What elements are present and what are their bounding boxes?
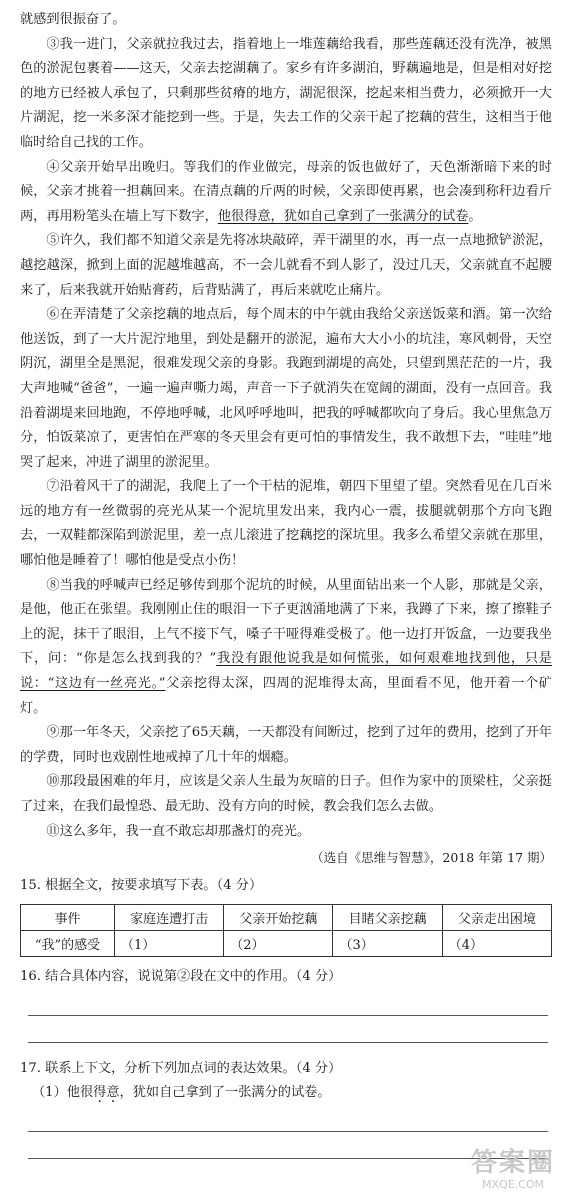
watermark-url: MXQE.COM bbox=[482, 1178, 544, 1191]
table-cell-answer[interactable]: （1） bbox=[114, 931, 223, 957]
table-header-cell: 目睹父亲挖藕 bbox=[333, 905, 442, 931]
document-page bbox=[20, 8, 552, 1159]
table-header-cell: 事件 bbox=[21, 905, 115, 931]
underlined-sentence-2: 我没有跟他说我是如何慌张，如何艰难地找到他，只是说：“这边有一丝亮光。” bbox=[20, 651, 552, 692]
paragraph-9: ⑨那一年冬天，父亲挖了65天藕，一天都没有间断过，挖到了过年的费用，挖到了开年的学费，同时也戏剧性地戒掉了几十年的烟瘾。 bbox=[20, 725, 552, 765]
dotted-char: 得 bbox=[93, 1085, 107, 1101]
question-17: 17. 联系上下文，分析下列加点词的表达效果。（4 分） bbox=[20, 1061, 342, 1077]
answer-line[interactable] bbox=[28, 1105, 548, 1132]
underlined-sentence-1: 他很得意，犹如自己拿到了一张满分的试卷 bbox=[217, 208, 469, 224]
dotted-char: 意 bbox=[106, 1085, 120, 1101]
source-citation: （选自《思维与智慧》，2018 年第 17 期） bbox=[311, 850, 552, 866]
table-header-cell: 父亲开始挖藕 bbox=[224, 905, 333, 931]
paragraph-4-text: ④父亲开始早出晚归。等我们的作业做完，母亲的饭也做好了，天色渐渐暗下来的时候，父亲才挑着一担藕回来。在清点藕的斤两的时候，父亲即使再累，也会凑到称秆边看斤两，再用粉笔头在墙上写下数字， bbox=[20, 159, 552, 224]
table-cell-answer[interactable]: （2） bbox=[224, 931, 333, 957]
paragraph-7: ⑦沿着风干了的湖泥，我爬上了一个干枯的泥堆，朝四下里望了望。突然看见在几百米远的地方有一丝微弱的亮光从某一个泥坑里发出来，我内心一震，拔腿就朝那个方向飞跑去，一双鞋都深陷到淤泥里，差一点儿滚进了挖藕挖的深坑里。我多么希望父亲就在那里，哪怕他是睡着了！哪怕他是受点小伤！ bbox=[20, 479, 552, 569]
paragraph-4-end: 。 bbox=[468, 208, 482, 224]
table-cell-answer[interactable]: （4） bbox=[442, 931, 551, 957]
answer-line[interactable] bbox=[28, 989, 548, 1016]
table-cell: “我”的感受 bbox=[21, 931, 115, 957]
paragraph-8-end: 父亲挖得太深，四周的泥堆得太高，里面看不见，他开着一个矿灯。 bbox=[20, 676, 552, 716]
table-row bbox=[21, 931, 552, 957]
answer-line[interactable] bbox=[28, 1016, 548, 1043]
table-cell-answer[interactable]: （3） bbox=[333, 931, 442, 957]
table-header-cell: 父亲走出困境 bbox=[442, 905, 551, 931]
table-header-row bbox=[21, 905, 552, 931]
paragraph-4 bbox=[20, 156, 552, 230]
paragraph-5: ⑤许久，我们都不知道父亲是先将冰块敲碎，弄干湖里的水，再一点一点地掀铲淤泥，越挖越深，掀到上面的泥越堆越高，不一会儿就看不到人影了，没过几天，父亲就直不起腰来了，后来我就开始贴膏药，后背贴满了，再后来就吃止痛片。 bbox=[20, 233, 552, 298]
watermark-logo bbox=[468, 1148, 558, 1194]
question-16: 16. 结合具体内容，说说第②段在文中的作用。（4 分） bbox=[20, 969, 342, 985]
paragraph-3: ③我一进门，父亲就拉我过去，指着地上一堆莲藕给我看，那些莲藕还没有洗净，被黑色的淤泥包裹着——这天，父亲去挖湖藕了。家乡有许多湖泊，野藕遍地是，但是相对好挖的地方已经被人承包了，只剩那些贫瘠的地方，湖泥很深，挖起来相当费力，必须掀开一大片湖泥，挖一米多深才能挖到一些。于是，失去工作的父亲干起了挖藕的营生，这相当于他临时给自己找的工作。 bbox=[20, 36, 552, 150]
paragraph-6: ⑥在弄清楚了父亲挖藕的地点后，每个周末的中午就由我给父亲送饭菜和酒。第一次给他送饭，到了一大片泥泞地里，到处是翻开的淤泥，遍布大大小小的坑洼，寒风刺骨，天空阴沉，湖里全是黑泥，很难发现父亲的身影。我跑到湖堤的高处，只望到黑茫茫的一片，我大声地喊“爸爸”，一遍一遍声嘶力竭，声音一下子就消失在宽阔的湖面，没有一点回音。我沿着湖堤来回地跑，不停地呼喊，北风呼呼地叫，把我的呼喊都吹向了身后。我心里焦急万分，怕饭菜凉了，更害怕在严寒的冬天里会有更可怕的事情发生，我不敢想下去，“哇哇”地哭了起来，冲进了湖里的淤泥里。 bbox=[20, 307, 552, 470]
table-header-cell: 家庭连遭打击 bbox=[114, 905, 223, 931]
paragraph-8-text: ⑧当我的呼喊声已经足够传到那个泥坑的时候，从里面钻出来一个人影，那就是父亲，是他，他正在张望。我刚刚止住的眼泪一下子更汹涌地满了下来，我蹲了下来，擦了擦鞋子上的泥，抹干了眼泪，上气不接下气，嗓子干哑得难受极了。他一边打开饭盒，一边要我坐下，问：“你是怎么找到我的？” bbox=[20, 577, 552, 667]
question-17-item-1-prefix: （1）他很 bbox=[32, 1085, 94, 1101]
question-15: 15. 根据全文，按要求填写下表。（4 分） bbox=[20, 878, 263, 894]
answer-table bbox=[20, 904, 552, 957]
paragraph-8 bbox=[20, 574, 552, 722]
paragraph-intro: 就感到很振奋了。 bbox=[20, 12, 126, 27]
paragraph-10: ⑩那段最困难的年月，应该是父亲人生最为灰暗的日子。但作为家中的顶梁柱，父亲挺了过来，在我们最惶恐、最无助、没有方向的时候，教会我们怎么去做。 bbox=[20, 774, 552, 814]
watermark-logo-text: 答案圈 bbox=[470, 1148, 555, 1178]
question-17-item-1 bbox=[20, 1081, 552, 1105]
paragraph-11: ⑪这么多年，我一直不敢忘却那盏灯的亮光。 bbox=[46, 823, 311, 839]
question-17-item-1-suffix: ，犹如自己拿到了一张满分的试卷。 bbox=[119, 1085, 331, 1101]
